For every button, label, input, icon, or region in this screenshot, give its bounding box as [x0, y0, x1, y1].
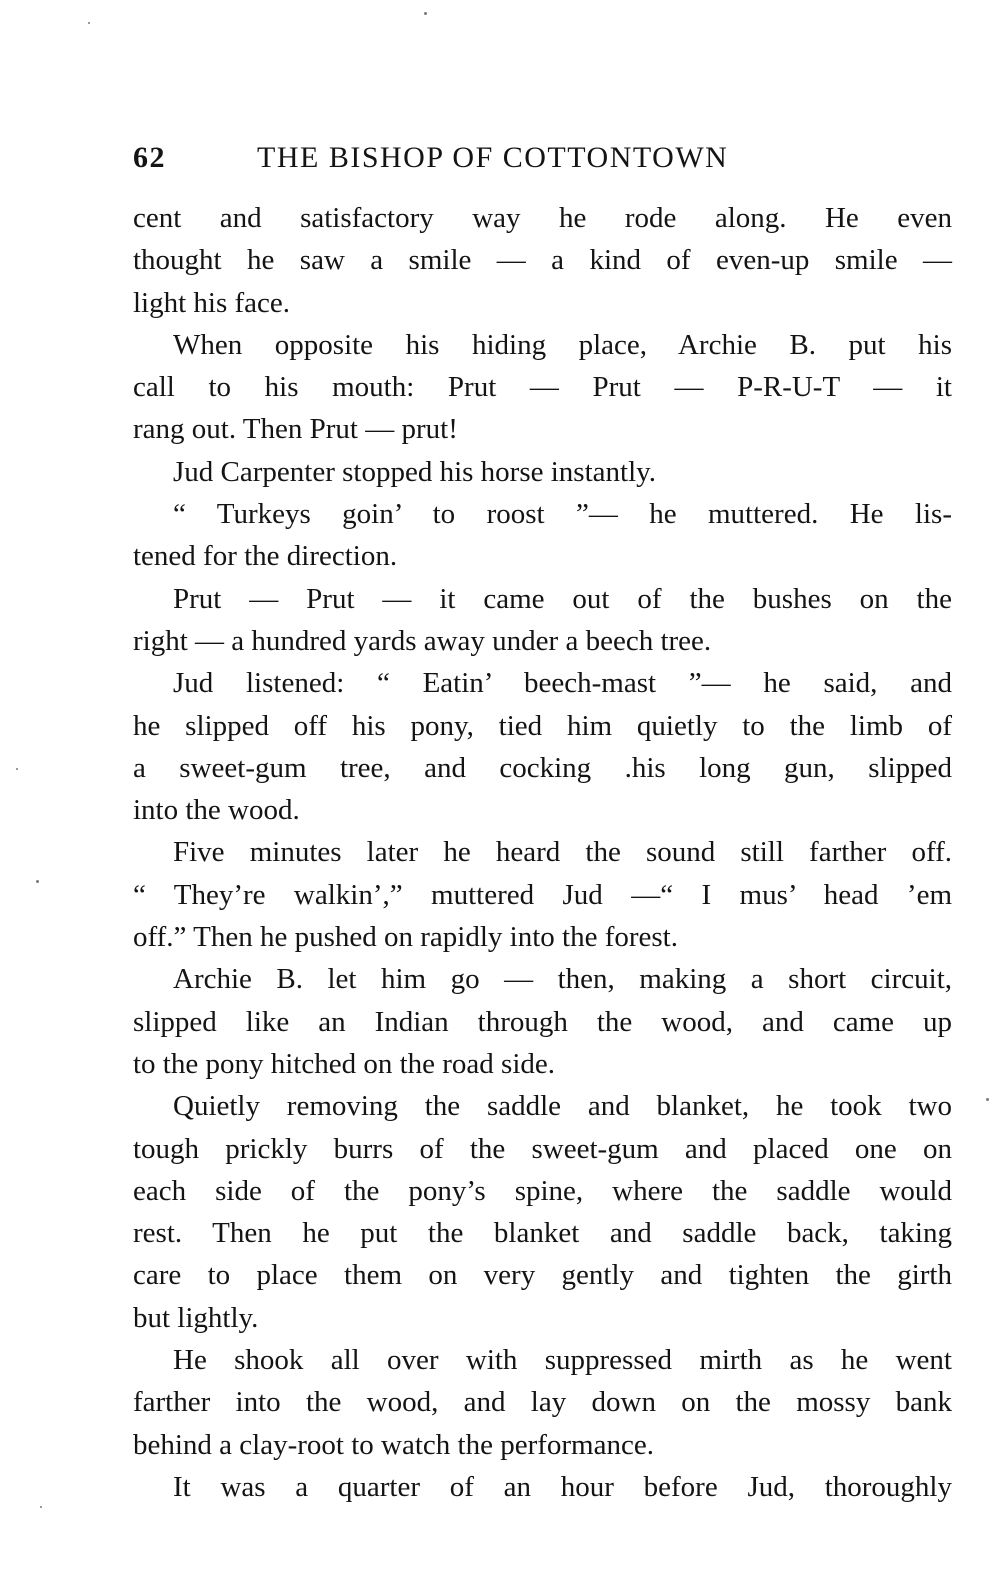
text-line: thought he saw a smile — a kind of even-up smile — [133, 244, 952, 277]
text-line: It was a quarter of an hour before Jud, thoroughly [173, 1470, 952, 1503]
paper-speck [424, 12, 427, 15]
paper-speck [88, 22, 90, 24]
text-line: tened for the direction. [133, 540, 398, 573]
paper-speck [986, 1098, 989, 1101]
running-title: THE BISHOP OF COTTONTOWN [257, 141, 729, 174]
text-line: call to his mouth: Prut — Prut — P-R-U-T — it [133, 371, 952, 404]
text-line: When opposite his hiding place, Archie B. put his [173, 328, 952, 361]
text-line: Jud Carpenter stopped his horse instantly. [173, 455, 656, 488]
text-line: Prut — Prut — it came out of the bushes on the [173, 582, 952, 615]
text-line: He shook all over with suppressed mirth as he went [173, 1344, 952, 1377]
text-line: a sweet-gum tree, and cocking .his long gun, slipped [133, 751, 952, 784]
text-line: into the wood. [133, 794, 300, 827]
text-line: rest. Then he put the blanket and saddle back, taking [133, 1217, 952, 1250]
text-line: light his face. [133, 286, 291, 319]
paper-speck [40, 1506, 42, 1508]
text-line: rang out. Then Prut — prut! [133, 413, 458, 446]
text-line: Archie B. let him go — then, making a short circuit, [173, 963, 952, 996]
paper-speck [16, 768, 18, 770]
text-line: behind a clay-root to watch the performance. [133, 1428, 654, 1461]
text-line: tough prickly burrs of the sweet-gum and placed one on [133, 1132, 952, 1165]
text-line: he slipped off his pony, tied him quietly to the limb of [133, 709, 952, 742]
text-line: to the pony hitched on the road side. [133, 1047, 556, 1080]
text-line: Jud listened: “ Eatin’ beech-mast ”— he said, and [173, 667, 952, 700]
text-line: farther into the wood, and lay down on the mossy bank [133, 1386, 952, 1419]
page-number: 62 [133, 141, 166, 174]
text-line: “ Turkeys goin’ to roost ”— he muttered. He lis- [173, 498, 952, 531]
text-line: Five minutes later he heard the sound still farther off. [173, 836, 952, 869]
paper-speck [36, 880, 39, 883]
text-line: care to place them on very gently and tighten the girth [133, 1259, 952, 1292]
text-line: each side of the pony’s spine, where the saddle would [133, 1174, 952, 1207]
text-line: slipped like an Indian through the wood, and came up [133, 1005, 952, 1038]
text-line: Quietly removing the saddle and blanket, he took two [173, 1090, 952, 1123]
page-header [133, 135, 948, 181]
text-line: “ They’re walkin’,” muttered Jud —“ I mus’ head ’em [133, 878, 952, 911]
text-line: right — a hundred yards away under a beech tree. [133, 624, 712, 657]
body-text [133, 197, 952, 1508]
text-line: cent and satisfactory way he rode along. He even [133, 202, 952, 234]
text-line: but lightly. [133, 1301, 259, 1334]
text-line: off.” Then he pushed on rapidly into the forest. [133, 921, 678, 954]
